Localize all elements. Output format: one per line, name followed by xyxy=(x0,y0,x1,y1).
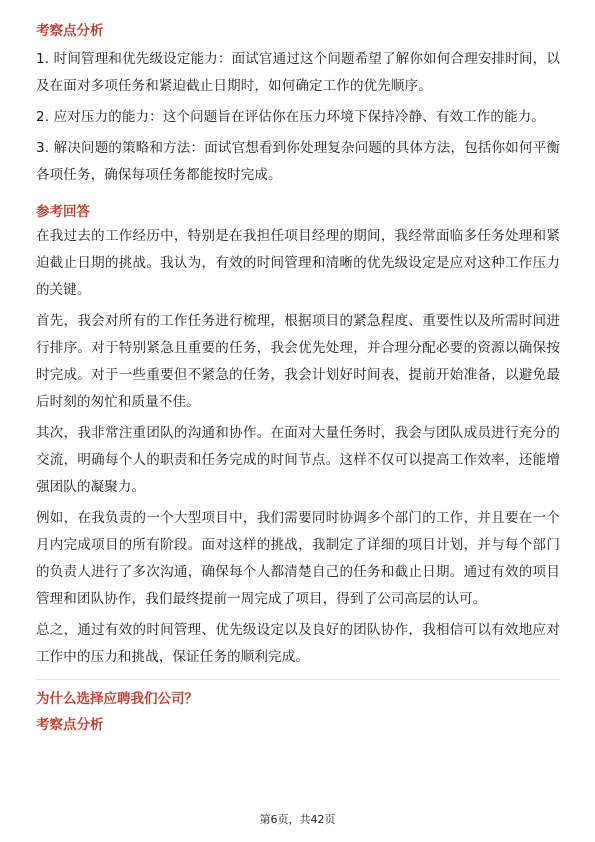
answer-paragraph-3: 其次，我非常注重团队的沟通和协作。在面对大量任务时，我会与团队成员进行充分的交流，明确每个人的职责和任务完成的时间节点。这样不仅可以提高工作效率，还能增强团队的凝聚力。 xyxy=(36,425,560,495)
answer-paragraph-5: 总之，通过有效的时间管理、优先级设定以及良好的团队协作，我相信可以有效地应对工作中的压力和挑战，保证任务的顺利完成。 xyxy=(36,622,560,665)
section-title-kaocha: 考察点分析 xyxy=(36,23,104,39)
section-title-kaocha-2: 考察点分析 xyxy=(36,717,104,733)
kaocha-item-3: 3. 解决问题的策略和方法：面试官想看到你处理复杂问题的具体方法，包括你如何平衡各项任务，确保每项任务都能按时完成。 xyxy=(36,140,560,183)
kaocha-item-1: 1. 时间管理和优先级设定能力：面试官通过这个问题希望了解你如何合理安排时间，以及在面对多项任务和紧迫截止日期时，如何确定工作的优先顺序。 xyxy=(36,51,560,94)
section-title-answer: 参考回答 xyxy=(36,204,90,220)
next-question-title: 为什么选择应聘我们公司？ xyxy=(36,691,198,707)
answer-paragraph-2: 首先，我会对所有的工作任务进行梳理，根据项目的紧急程度、重要性以及所需时间进行排序。对于特别紧急且重要的任务，我会优先处理，并合理分配必要的资源以确保按时完成。对于一些重要但不紧急的任务，我会计划好时间表，提前开始准备，以避免最后时刻的匆忙和质量不佳。 xyxy=(36,313,560,410)
answer-paragraph-1: 在我过去的工作经历中，特别是在我担任项目经理的期间，我经常面临多任务处理和紧迫截止日期的挑战。我认为，有效的时间管理和清晰的优先级设定是应对这种工作压力的关键。 xyxy=(36,228,560,298)
kaocha-item-2: 2. 应对压力的能力：这个问题旨在评估你在压力环境下保持冷静、有效工作的能力。 xyxy=(36,109,546,125)
answer-paragraph-4: 例如，在我负责的一个大型项目中，我们需要同时协调多个部门的工作，并且要在一个月内完成项目的所有阶段。面对这样的挑战，我制定了详细的项目计划，并与每个部门的负责人进行了多次沟通，确保每个人都清楚自己的任务和截止日期。通过有效的项目管理和团队协作，我们最终提前一周完成了项目，得到了公司高层的认可。 xyxy=(36,510,560,607)
page-footer: 第6页，共42页 xyxy=(259,813,336,826)
section-divider xyxy=(36,679,560,680)
document-page xyxy=(36,20,560,736)
